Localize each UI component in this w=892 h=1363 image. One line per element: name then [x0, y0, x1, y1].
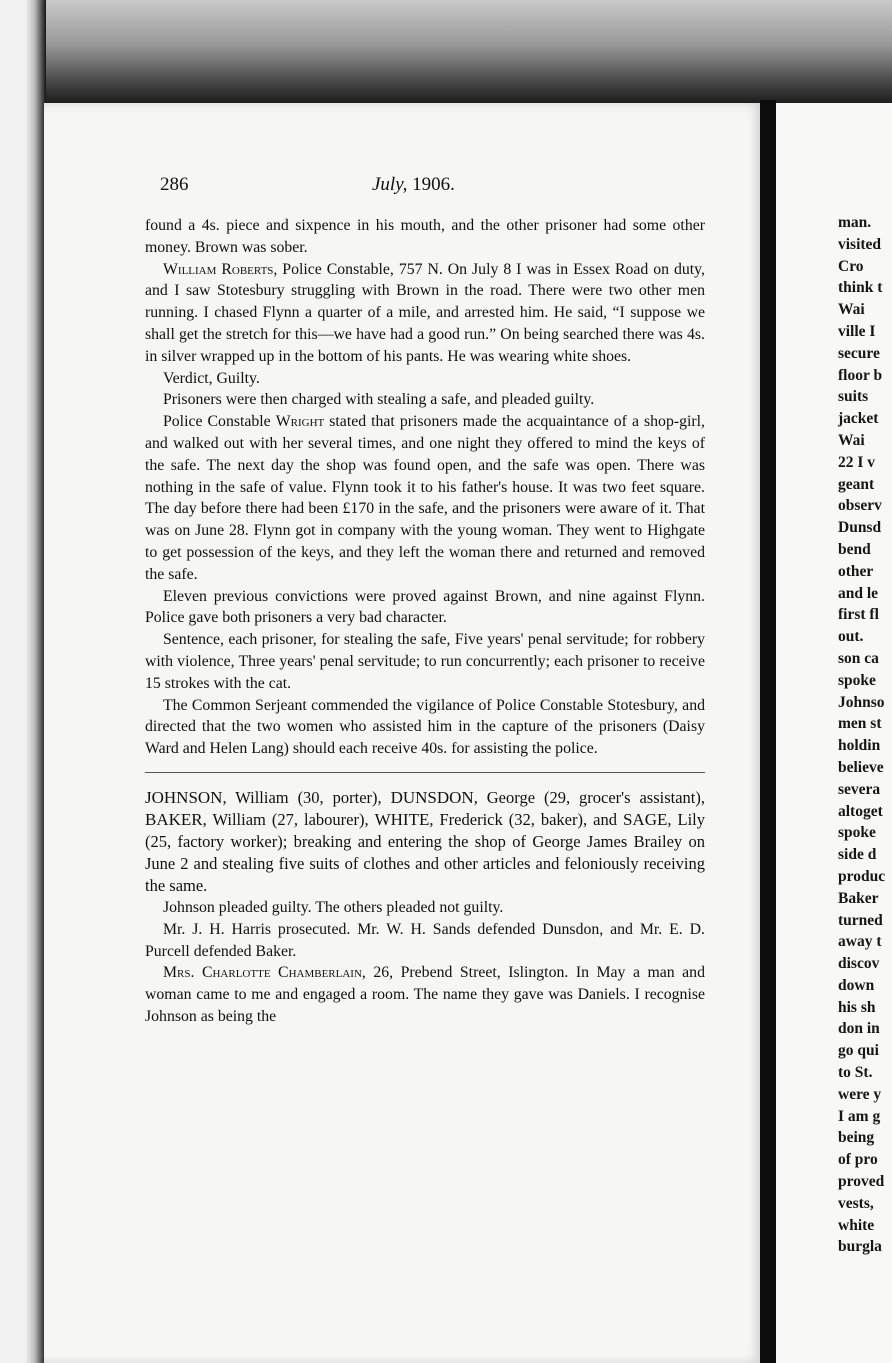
right-page-line: discov	[838, 955, 880, 973]
right-page-line: first fl	[838, 606, 879, 624]
right-page-line: Cro	[838, 257, 864, 275]
right-page-line: turned	[838, 911, 883, 929]
right-page-line: geant	[838, 475, 875, 493]
book-gutter	[760, 100, 776, 1363]
defendant-name: WHITE	[374, 809, 430, 829]
case-heading-text: , Frederick (32, baker), and	[429, 809, 623, 829]
right-page-line: don in	[838, 1020, 880, 1038]
right-page-line: man.	[838, 214, 872, 231]
right-page-line: and le	[838, 584, 879, 602]
right-page-line: bend	[838, 540, 871, 558]
witness-name: William Roberts	[163, 260, 274, 278]
paragraph	[145, 962, 705, 1027]
right-page-line: observ	[838, 497, 882, 515]
case-heading-text: , Lily (25, factory worker); breaking and entering the shop of George James Brailey on June 2 and stealing five suits of clothes and other articles and feloniously receiving the same.	[145, 809, 706, 895]
right-page-line: other	[838, 562, 874, 580]
page-date	[372, 174, 455, 196]
paragraph: Prisoners were then charged with stealing a safe, and pleaded guilty.	[163, 391, 595, 409]
defendant-name: BAKER	[145, 809, 203, 829]
right-page-line: suits	[838, 388, 869, 406]
right-page-line: Wai	[838, 301, 865, 319]
witness-name: Wright	[275, 413, 325, 431]
paragraph	[145, 411, 705, 585]
paragraph	[145, 259, 705, 368]
defendant-name: JOHNSON	[145, 787, 223, 807]
right-page-line: severa	[838, 780, 881, 798]
scan-top-shadow	[0, 0, 892, 110]
right-page-line: floor b	[838, 366, 883, 384]
right-page-line: white	[838, 1216, 875, 1234]
right-page-line: Baker	[838, 889, 879, 907]
paragraph: Verdict, Guilty.	[163, 369, 260, 387]
defendant-name: SAGE	[622, 809, 668, 829]
section-divider	[145, 772, 705, 773]
right-page-line: go qui	[838, 1042, 879, 1060]
right-page-line: away t	[838, 933, 882, 951]
scan-left-edge	[0, 0, 46, 1363]
right-page-line: 22 I v	[838, 453, 876, 471]
paragraph-text: Police Constable	[163, 413, 276, 431]
main-text	[145, 215, 705, 1028]
page-header	[160, 172, 480, 200]
right-page-line: proved	[838, 1173, 885, 1191]
right-page-line: of pro	[838, 1151, 878, 1169]
paragraph: Sentence, each prisoner, for stealing the safe, Five years' penal servitude; for robbery with violence, Three years' penal servitude; to run concurrently; each prisoner to receive 15 strokes with the cat.	[145, 631, 705, 692]
right-page-line: jacket	[838, 410, 879, 428]
right-page-line: visited	[838, 235, 882, 253]
case-heading-text: , George (29, grocer's assistant),	[473, 787, 705, 807]
right-page-line: Dunsd	[838, 519, 882, 537]
page-date-year: 1906.	[412, 174, 455, 195]
right-page-line: vests,	[838, 1194, 874, 1212]
paragraph-text: , Police Constable, 757 N. On July 8 I was in Essex Road on duty, and I saw Stotesbury struggling with Brown in the road. There were two other men running. I chased Flynn a quarter of a mile, and arrested him. He said, “I suppose we shall get the stretch for this—we have had a good run.” On being searched there was 4s. in silver wrapped up in the bottom of his pants. He was wearing white shoes.	[145, 260, 705, 365]
right-page-line: holdin	[838, 737, 881, 755]
right-page-line: being	[838, 1129, 875, 1147]
right-page-line: believe	[838, 758, 884, 776]
right-page-line: produc	[838, 867, 886, 885]
right-page-text	[838, 212, 892, 1258]
right-page-line: think t	[838, 279, 883, 297]
right-page-line: to St.	[838, 1064, 873, 1082]
paragraph: The Common Serjeant commended the vigilance of Police Constable Stotesbury, and directed that the two women who assisted him in the capture of the prisoners (Daisy Ward and Helen Lang) should each receive 40s. for assisting the police.	[145, 696, 705, 758]
paragraph-text: stated that prisoners made the acquaintance of a shop-girl, and walked out with her several times, and one night they offered to mind the keys of the safe. The next day the shop was found open, and the safe was open. There was nothing in the safe of value. Flynn took it to his father's house. It was two feet square. The day before there had been £170 in the safe, and the prisoners were aware of it. That was on June 28. Flynn got in company with the young woman. They went to Highgate to get possession of the keys, and they left the woman there and returned and removed the safe.	[145, 413, 705, 583]
paragraph: Eleven previous convictions were proved against Brown, and nine against Flynn. Police gave both prisoners a very bad character.	[145, 587, 705, 627]
right-page-line: men st	[838, 715, 882, 733]
paragraph: found a 4s. piece and sixpence in his mouth, and the other prisoner had some other money. Brown was sober.	[145, 217, 705, 256]
right-page-line: Johnso	[838, 693, 885, 711]
right-page-line: burgla	[838, 1238, 882, 1256]
witness-name: Mrs. Charlotte Chamberlain	[163, 964, 362, 982]
right-page-line: ville I	[838, 322, 876, 340]
right-page-line: spoke	[838, 671, 876, 689]
defendant-name: DUNSDON	[390, 787, 474, 807]
page-date-month: July,	[372, 174, 408, 195]
right-page-line: secure	[838, 344, 880, 362]
right-page-line: I am g	[838, 1107, 881, 1125]
right-page-line: were y	[838, 1085, 882, 1103]
right-page-line: down	[838, 976, 875, 994]
right-page-line: spoke	[838, 824, 876, 842]
right-page-line: son ca	[838, 649, 879, 667]
right-page-line: out.	[838, 628, 864, 646]
paragraph: Johnson pleaded guilty. The others pleaded not guilty.	[163, 898, 504, 916]
right-page-line: side d	[838, 846, 877, 864]
case-heading	[145, 787, 705, 897]
right-page-line: his sh	[838, 998, 876, 1016]
paragraph-text: , 26, Prebend Street, Islington. In May a man and woman came to me and engaged a room. The name they gave was Daniels. I recognise Johnson as being the	[145, 964, 705, 1025]
paragraph: Mr. J. H. Harris prosecuted. Mr. W. H. Sands defended Dunsdon, and Mr. E. D. Purcell defended Baker.	[145, 920, 705, 960]
case-heading-text: , William (27, labourer),	[202, 809, 375, 829]
page-number: 286	[160, 174, 189, 195]
right-page-line: Wai	[838, 431, 865, 449]
case-heading-text: , William (30, porter),	[222, 787, 391, 807]
right-page-line: altoget	[838, 802, 883, 820]
